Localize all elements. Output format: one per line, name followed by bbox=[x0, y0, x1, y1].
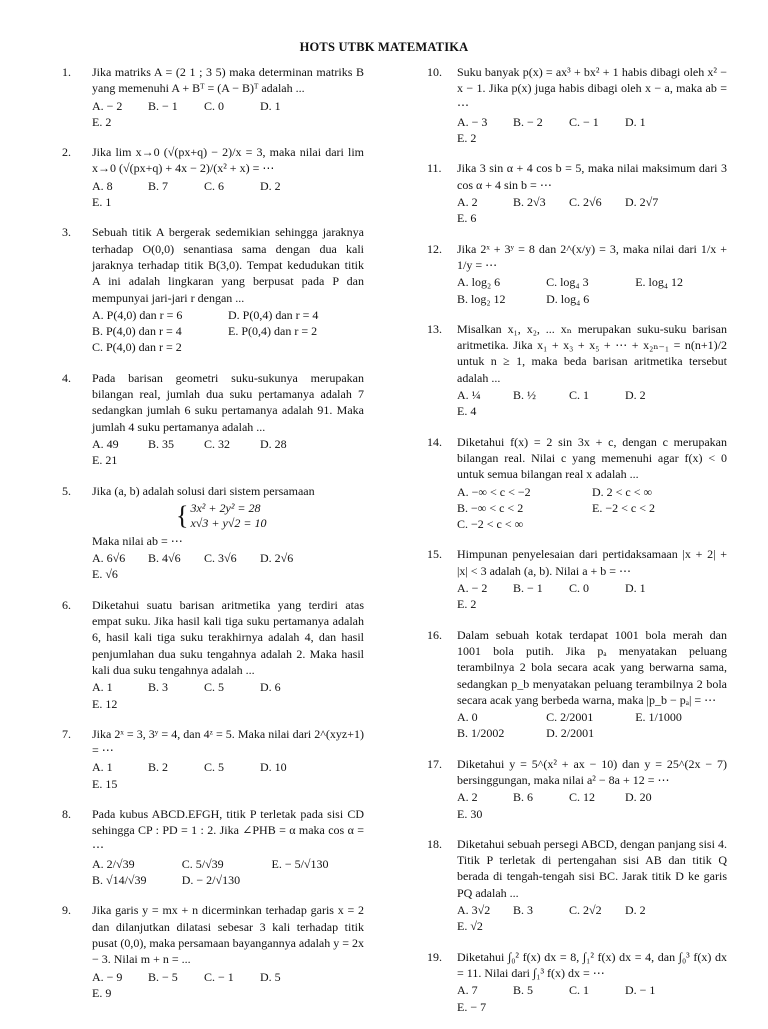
answer-option[interactable]: E. 12 bbox=[92, 696, 118, 711]
answer-option[interactable]: C. 2√6 bbox=[569, 195, 602, 210]
answer-option[interactable]: B. 2√3 bbox=[513, 195, 546, 210]
system-equation: x√3 + y√2 = 10 bbox=[190, 515, 267, 530]
answer-option[interactable]: B. 3 bbox=[148, 680, 169, 695]
answer-option[interactable]: B. − 2 bbox=[513, 114, 543, 129]
answer-option[interactable]: D. − 2/√130 bbox=[181, 873, 241, 888]
answer-option[interactable]: D. 1 bbox=[625, 114, 646, 129]
question-item bbox=[62, 806, 364, 888]
question-item bbox=[62, 370, 364, 469]
question-item bbox=[427, 949, 727, 1015]
answer-option[interactable]: C. 5 bbox=[204, 680, 225, 695]
answer-option[interactable]: C. 1 bbox=[569, 983, 590, 998]
question-item bbox=[427, 756, 727, 822]
question-number: 11. bbox=[427, 161, 442, 176]
question-item bbox=[62, 64, 364, 130]
question-text: Diketahui y = 5^(x² + ax − 10) dan y = 25^(2x − 7) bersinggungan, maka nilai a² − 8a + 12 = ⋯ bbox=[457, 756, 727, 787]
answer-options bbox=[92, 856, 364, 889]
question-number: 6. bbox=[62, 597, 71, 612]
answer-option[interactable]: A. 2/√39 bbox=[92, 856, 135, 871]
answer-options bbox=[92, 178, 364, 211]
answer-option[interactable]: A. − 9 bbox=[92, 969, 123, 984]
question-text: Jika matriks A = (2 1 ; 3 5) maka determinan matriks B yang memenuhi A + Bᵀ = (A − B)ᵀ adalah ... bbox=[92, 65, 364, 96]
answer-option[interactable]: D. 6 bbox=[260, 680, 281, 695]
answer-option[interactable]: E. 1 bbox=[92, 195, 112, 210]
answer-option[interactable]: D. 10 bbox=[260, 760, 287, 775]
answer-option[interactable]: E. √6 bbox=[92, 567, 118, 582]
answer-option[interactable]: E. 2 bbox=[92, 114, 112, 129]
question-text: Suku banyak p(x) = ax³ + bx² + 1 habis dibagi oleh x² − x − 1. Jika p(x) juga habis dibagi oleh x − a, maka ab = ⋯ bbox=[457, 65, 727, 112]
question-text: Diketahui ∫₀² f(x) dx = 8, ∫₁² f(x) dx = 4, dan ∫₀³ f(x) dx = 11. Nilai dari ∫₁³ f(x) dx = ⋯ bbox=[457, 949, 727, 980]
question-number: 5. bbox=[62, 483, 71, 498]
right-column bbox=[427, 64, 727, 1029]
answer-option[interactable]: C. 6 bbox=[204, 178, 225, 193]
answer-option[interactable]: B. ½ bbox=[513, 388, 537, 403]
left-column bbox=[62, 64, 364, 1015]
question-text: Jika 2ˣ = 3, 3ʸ = 4, dan 4ᶻ = 5. Maka nilai dari 2^(xyz+1) = ⋯ bbox=[92, 726, 364, 758]
answer-option[interactable]: E. 2 bbox=[457, 597, 477, 612]
question-number: 13. bbox=[427, 321, 442, 336]
answer-option[interactable]: A. 49 bbox=[92, 436, 119, 451]
question-text: Jika 2ˣ + 3ʸ = 8 dan 2^(x/y) = 3, maka nilai dari 1/x + 1/y = ⋯ bbox=[457, 241, 727, 272]
page-title: HOTS UTBK MATEMATIKA bbox=[299, 40, 469, 54]
answer-options bbox=[457, 387, 727, 420]
question-text: Sebuah titik A bergerak sedemikian sehingga jaraknya terhadap O(0,0) senantiasa sama dengan dua kali jaraknya terhadap titik B(3,0). Tempat kedudukan titik A ini adalah lingkaran yang berpusat pada P dan mempunyai jari-jari r dengan ... bbox=[92, 225, 364, 305]
question-text: Pada barisan geometri suku-sukunya merupakan bilangan real, jumlah dua suku pertamanya adalah 7 sedangkan jumlah 6 suku pertamanya adalah 91. Maka jumlah 4 suku pertamanya adalah ... bbox=[92, 370, 364, 434]
question-item bbox=[427, 836, 727, 935]
question-item bbox=[427, 546, 727, 612]
answer-option[interactable]: D. 2 < c < ∞ bbox=[592, 484, 653, 499]
system-lines bbox=[190, 501, 266, 531]
answer-option[interactable]: A. P(4,0) dan r = 6 bbox=[92, 307, 183, 322]
question-number: 4. bbox=[62, 370, 71, 385]
question-text: Misalkan x₁, x₂, ... xₙ merupakan suku-suku barisan aritmetika. Jika x₁ + x₃ + x₅ + ⋯ + x₂ₙ₋₁ = n(n+1)/2 untuk n ≥ 1, maka beda barisan aritmetika tersebut adalah ... bbox=[457, 321, 727, 385]
answer-option[interactable]: D. 5 bbox=[260, 969, 281, 984]
answer-option[interactable]: A. 6√6 bbox=[92, 551, 126, 566]
question-item bbox=[62, 224, 364, 355]
question-text: Dalam sebuah kotak terdapat 1001 bola merah dan 1001 bola putih. Jika pₐ menyatakan peluang terambilnya 2 bola secara acak yang berwarna sama, sedangkan p_b menyatakan peluang terambilnya 2 bola secara acak yang berbeda warna, maka |p_b − pₐ| = ⋯ bbox=[457, 627, 727, 707]
answer-option[interactable]: E. 2 bbox=[457, 131, 477, 146]
answer-option[interactable]: E. 6 bbox=[457, 211, 477, 226]
answer-options bbox=[457, 194, 727, 227]
answer-option[interactable]: B. − 1 bbox=[513, 581, 543, 596]
answer-option[interactable]: D. 1 bbox=[625, 581, 646, 596]
answer-options bbox=[92, 98, 364, 131]
answer-option[interactable]: C. 0 bbox=[204, 98, 225, 113]
answer-option[interactable]: C. P(4,0) dan r = 2 bbox=[92, 340, 182, 355]
answer-option[interactable]: C. 32 bbox=[204, 436, 231, 451]
question-item bbox=[62, 597, 364, 712]
answer-option[interactable]: C. 5/√39 bbox=[181, 856, 224, 871]
answer-option[interactable]: B. 2 bbox=[148, 760, 169, 775]
question-text: Diketahui sebuah persegi ABCD, dengan panjang sisi 4. Titik P terletak di pertengahan sisi AB dan titik Q berada di tengah-tengah sisi BC. Jarak titik D ke garis PQ adalah ... bbox=[457, 836, 727, 900]
answer-option[interactable]: A. 2 bbox=[457, 195, 478, 210]
answer-option[interactable]: E. 21 bbox=[92, 453, 118, 468]
answer-option[interactable]: C. 1 bbox=[569, 388, 590, 403]
question-item bbox=[427, 64, 727, 146]
answer-option[interactable]: E. 30 bbox=[457, 806, 483, 821]
question-number: 17. bbox=[427, 756, 442, 771]
question-number: 1. bbox=[62, 65, 71, 79]
answer-option[interactable]: E. 15 bbox=[92, 776, 118, 791]
answer-option[interactable]: A. −∞ < c < −2 bbox=[457, 484, 531, 499]
answer-option[interactable]: B. 4√6 bbox=[148, 551, 181, 566]
answer-option[interactable]: A. 2 bbox=[457, 790, 478, 805]
answer-options bbox=[457, 114, 727, 147]
answer-option[interactable]: D. log₄ 6 bbox=[546, 291, 590, 306]
answer-option[interactable]: B. 6 bbox=[513, 790, 534, 805]
answer-options bbox=[92, 307, 364, 356]
answer-option[interactable]: A. − 2 bbox=[92, 98, 123, 113]
answer-options bbox=[457, 902, 727, 935]
answer-option[interactable]: B. 7 bbox=[148, 178, 169, 193]
question-number: 2. bbox=[62, 145, 71, 160]
question-text: Jika 3 sin α + 4 cos b = 5, maka nilai maksimum dari 3 cos α + 4 sin b = ⋯ bbox=[457, 161, 727, 192]
question-number: 19. bbox=[427, 949, 442, 964]
answer-option[interactable]: E. − 5/√130 bbox=[271, 856, 329, 871]
question-item bbox=[62, 144, 364, 210]
answer-option[interactable]: A. 0 bbox=[457, 710, 478, 725]
answer-option[interactable]: D. 2√7 bbox=[625, 195, 659, 210]
answer-option[interactable]: A. − 3 bbox=[457, 114, 488, 129]
answer-option[interactable]: A. 3√2 bbox=[457, 903, 491, 918]
answer-option[interactable]: D. 2/2001 bbox=[546, 726, 595, 741]
question-text: Jika garis y = mx + n dicerminkan terhadap garis x = 2 dan dilanjutkan dilatasi sebesar 3 kali terhadap titik pusat (0,0), maka persamaan bayangannya adalah y = 2x − 3. Nilai m + n = ... bbox=[92, 903, 364, 967]
answer-option[interactable]: A. − 2 bbox=[457, 581, 488, 596]
answer-option[interactable]: B. −∞ < c < 2 bbox=[457, 500, 524, 515]
answer-options bbox=[92, 969, 364, 1002]
question-item bbox=[427, 241, 727, 307]
answer-options bbox=[457, 484, 727, 533]
system-brace: { bbox=[176, 500, 189, 530]
answer-option[interactable]: B. 5 bbox=[513, 983, 534, 998]
answer-option[interactable]: D. 2 bbox=[625, 388, 646, 403]
question-item bbox=[427, 434, 727, 533]
question-number: 16. bbox=[427, 627, 442, 642]
answer-option[interactable]: C. 2√2 bbox=[569, 903, 602, 918]
answer-option[interactable]: E. − 7 bbox=[457, 999, 487, 1014]
answer-option[interactable]: D. − 1 bbox=[625, 983, 656, 998]
question-text: Himpunan penyelesaian dari pertidaksamaan |x + 2| + |x| < 3 adalah (a, b). Nilai a + b = ⋯ bbox=[457, 547, 727, 578]
question-number: 8. bbox=[62, 806, 71, 821]
answer-option[interactable]: D. 28 bbox=[260, 436, 287, 451]
answer-option[interactable]: C. 2/2001 bbox=[546, 710, 594, 725]
answer-option[interactable]: A. 7 bbox=[457, 983, 478, 998]
answer-option[interactable]: E. 1/1000 bbox=[635, 710, 682, 725]
answer-option[interactable]: D. P(0,4) dan r = 4 bbox=[228, 307, 319, 322]
answer-option[interactable]: E. −2 < c < 2 bbox=[592, 500, 655, 515]
answer-option[interactable]: D. 1 bbox=[260, 98, 281, 113]
answer-option[interactable]: D. 2 bbox=[260, 178, 281, 193]
answer-option[interactable]: C. − 1 bbox=[569, 114, 599, 129]
question-number: 18. bbox=[427, 836, 442, 851]
answer-option[interactable]: B. − 5 bbox=[148, 969, 178, 984]
answer-option[interactable]: B. log₂ 12 bbox=[457, 291, 506, 306]
answer-option[interactable]: C. 12 bbox=[569, 790, 596, 805]
answer-options bbox=[92, 436, 364, 469]
answer-option[interactable]: B. − 1 bbox=[148, 98, 178, 113]
question-item bbox=[427, 627, 727, 742]
question-item bbox=[62, 902, 364, 1001]
answer-option[interactable]: E. P(0,4) dan r = 2 bbox=[228, 324, 318, 339]
question-item bbox=[62, 726, 364, 792]
answer-option[interactable]: C. 3√6 bbox=[204, 551, 237, 566]
answer-option[interactable]: A. 1 bbox=[92, 680, 113, 695]
answer-option[interactable]: C. − 1 bbox=[204, 969, 234, 984]
answer-option[interactable]: D. 2 bbox=[625, 903, 646, 918]
question-item bbox=[427, 160, 727, 226]
equation-system bbox=[176, 501, 364, 531]
question-text: Jika lim x→0 (√(px+q) − 2)/x = 3, maka nilai dari lim x→0 (√(px+q) + 4x − 2)/(x² + x) = ⋯ bbox=[92, 145, 364, 176]
answer-options bbox=[92, 679, 364, 712]
answer-options bbox=[457, 274, 727, 307]
question-number: 3. bbox=[62, 225, 71, 240]
answer-option[interactable]: B. P(4,0) dan r = 4 bbox=[92, 324, 182, 339]
answer-options bbox=[457, 982, 727, 1015]
question-text: Jika (a, b) adalah solusi dari sistem persamaan bbox=[92, 483, 315, 498]
answer-option[interactable]: A. 1 bbox=[92, 760, 113, 775]
answer-option[interactable]: C. −2 < c < ∞ bbox=[457, 517, 524, 532]
answer-options bbox=[92, 550, 364, 583]
question-number: 9. bbox=[62, 903, 71, 918]
question-text: Diketahui suatu barisan aritmetika yang terdiri atas empat suku. Jika hasil kali tiga suku pertamanya adalah 6, hasil kali tiga suku terakhirnya adalah 4, dan hasil penjumlahan dua suku tengahnya adalah 2. Maka hasil kali dua suku tengahnya adalah ... bbox=[92, 597, 364, 677]
answer-option[interactable]: C. 5 bbox=[204, 760, 225, 775]
question-text: Pada kubus ABCD.EFGH, titik P terletak pada sisi CD sehingga CP : PD = 1 : 2. Jika ∠PHB = α maka cos α = ⋯ bbox=[92, 806, 364, 854]
question-text: Diketahui f(x) = 2 sin 3x + c, dengan c merupakan bilangan real. Nilai c yang memenuhi agar f(x) < 0 untuk semua bilangan real x adalah ... bbox=[457, 434, 727, 482]
answer-option[interactable]: E. 9 bbox=[92, 985, 112, 1000]
answer-option[interactable]: B. 35 bbox=[148, 436, 175, 451]
question-number: 15. bbox=[427, 547, 442, 562]
answer-options bbox=[457, 789, 727, 822]
question-item bbox=[62, 483, 364, 583]
answer-option[interactable]: E. log₄ 12 bbox=[635, 275, 684, 290]
question-number: 10. bbox=[427, 65, 442, 79]
answer-option[interactable]: D. 2√6 bbox=[260, 551, 294, 566]
answer-option[interactable]: C. 0 bbox=[569, 581, 590, 596]
system-equation: 3x² + 2y² = 28 bbox=[190, 500, 261, 515]
answer-option[interactable]: C. log₄ 3 bbox=[546, 275, 589, 290]
answer-option[interactable]: D. 20 bbox=[625, 790, 652, 805]
question-number: 12. bbox=[427, 241, 442, 256]
answer-options bbox=[457, 580, 727, 613]
question-item bbox=[427, 321, 727, 420]
answer-option[interactable]: A. 8 bbox=[92, 178, 113, 193]
answer-option[interactable]: A. ¼ bbox=[457, 388, 481, 403]
question-number: 7. bbox=[62, 726, 71, 741]
answer-option[interactable]: B. 1/2002 bbox=[457, 726, 505, 741]
answer-option[interactable]: B. √14/√39 bbox=[92, 873, 147, 888]
answer-options bbox=[92, 759, 364, 792]
answer-option[interactable]: A. log₂ 6 bbox=[457, 275, 501, 290]
answer-option[interactable]: E. 4 bbox=[457, 404, 477, 419]
answer-options bbox=[457, 709, 727, 742]
question-number: 14. bbox=[427, 434, 442, 449]
answer-option[interactable]: B. 3 bbox=[513, 903, 534, 918]
answer-option[interactable]: E. √2 bbox=[457, 919, 483, 934]
question-text-continued: Maka nilai ab = ⋯ bbox=[92, 533, 183, 548]
